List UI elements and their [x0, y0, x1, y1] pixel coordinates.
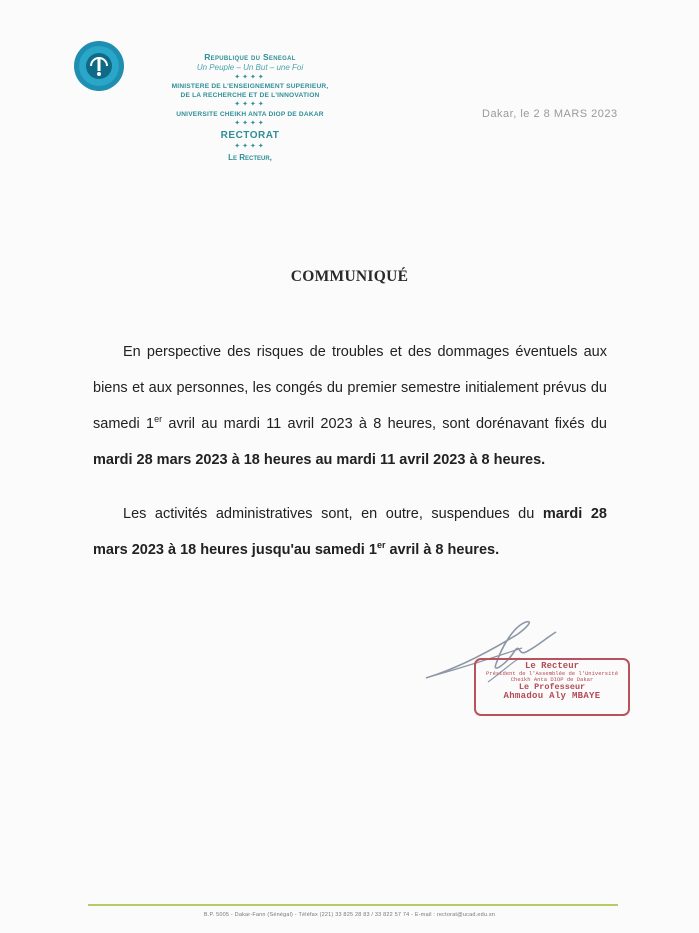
- rectorat-label: RECTORAT: [220, 129, 280, 141]
- university-name: UNIVERSITE CHEIKH ANTA DIOP DE DAKAR: [176, 110, 324, 118]
- university-logo: [73, 40, 125, 92]
- stamp-name: Ahmadou Aly MBAYE: [503, 690, 601, 701]
- superscript: er: [154, 414, 163, 425]
- stamp-subtitle-1: Président de l'Assemblée de l'Université: [485, 670, 619, 678]
- page-title: COMMUNIQUÉ: [290, 268, 409, 285]
- p1-line-2: biens et aux personnes, les congés du premier semestre initialement prévus du: [93, 380, 607, 396]
- stamp-subtitle-2: Cheikh Anta DIOP de Dakar: [510, 676, 594, 684]
- official-stamp: [474, 658, 630, 716]
- p2-line-1-bold: mardi 28: [542, 506, 607, 522]
- republic-label: Republique du Senegal: [204, 52, 296, 62]
- divider-stars: ✦✦✦✦: [234, 100, 266, 108]
- divider-stars: ✦✦✦✦: [234, 119, 266, 127]
- paragraph-2: [93, 496, 607, 568]
- p2-line-2-bold-a: mars 2023 à 18 heures jusqu'au samedi 1: [93, 542, 377, 558]
- stamp-title: Le Recteur: [524, 661, 579, 671]
- national-motto: Un Peuple – Un But – une Foi: [196, 62, 304, 72]
- p1-line-4-bold: mardi 28 mars 2023 à 18 heures au mardi 11 avril 2023 à 8 heures.: [93, 452, 546, 468]
- p2-line-1a: Les activités administratives sont, en outre, suspendues du: [123, 506, 543, 522]
- footer-divider: [88, 904, 618, 906]
- p2-line-2-bold-b: avril à 8 heures.: [385, 542, 500, 558]
- letterhead: [140, 52, 360, 163]
- paragraph-1: [93, 334, 607, 478]
- p1-line-3a: samedi 1: [93, 416, 155, 432]
- p1-line-3b: avril au mardi 11 avril 2023 à 8 heures, sont dorénavant fixés du: [162, 416, 607, 432]
- p1-line-1: En perspective des risques de troubles et des dommages éventuels aux: [123, 344, 607, 360]
- divider-stars: ✦✦✦✦: [234, 143, 266, 151]
- stamp-professor: Le Professeur: [518, 681, 586, 692]
- date-line: Dakar, le 2 8 MARS 2023: [482, 108, 618, 120]
- recteur-label: Le Recteur,: [228, 152, 272, 162]
- superscript: er: [376, 540, 386, 551]
- divider-stars: ✦✦✦✦: [234, 73, 266, 81]
- ministry-line-2: DE LA RECHERCHE ET DE L'INNOVATION: [180, 91, 320, 99]
- footer-contact: B.P. 5005 - Dakar-Fann (Sénégal) - Téléfax (221) 33 825 28 83 / 33 822 57 74 - E-mail : rectorat@ucad.edu.sn: [203, 912, 496, 918]
- ministry-line-1: MINISTERE DE L'ENSEIGNEMENT SUPERIEUR,: [171, 83, 329, 91]
